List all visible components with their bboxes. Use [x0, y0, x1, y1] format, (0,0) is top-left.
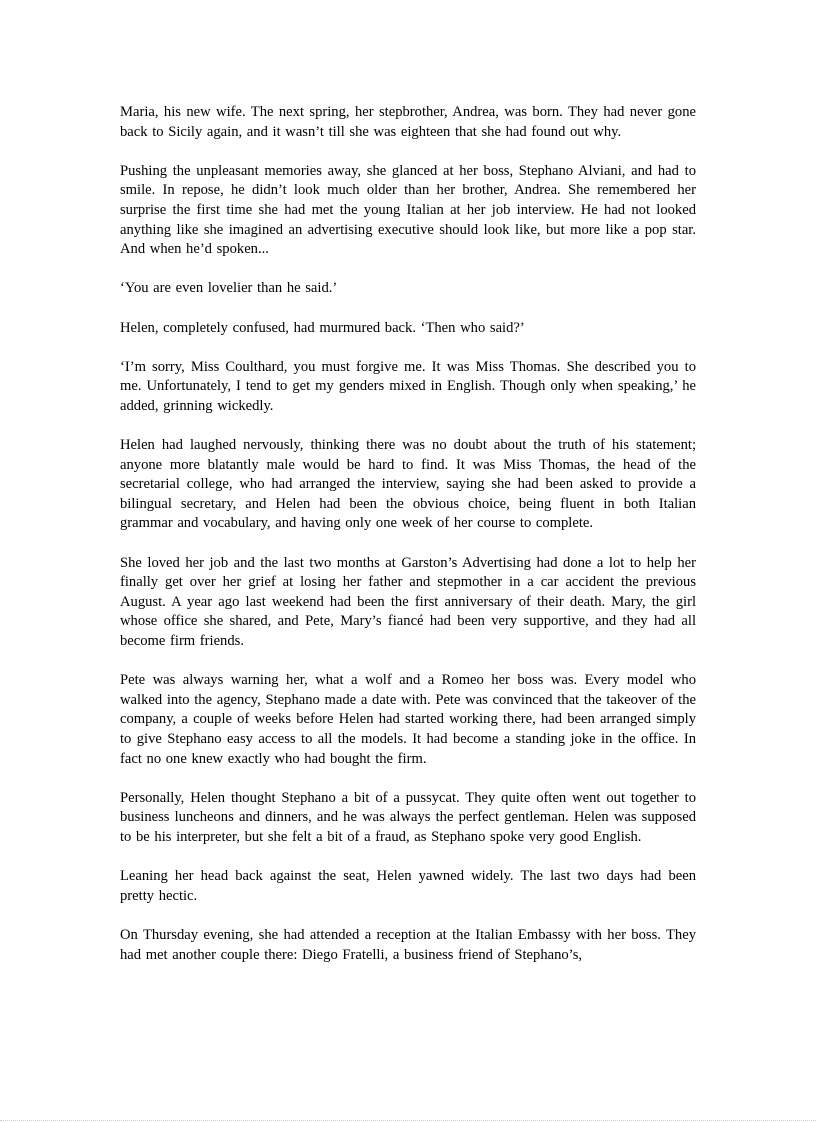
paragraph-3: ‘You are even lovelier than he said.’	[120, 280, 338, 297]
page-bottom-border	[0, 1120, 816, 1121]
paragraph-10: Leaning her head back against the seat, Helen yawned widely. The last two days had been pretty hectic.	[120, 868, 696, 904]
paragraph-1: Maria, his new wife. The next spring, her stepbrother, Andrea, was born. They had never gone back to Sicily again, and it wasn’t till she was eighteen that she had found out why.	[120, 104, 696, 140]
paragraph-7: She loved her job and the last two months at Garston’s Advertising had done a lot to help her finally get over her grief at losing her father and stepmother in a car accident the previous August. A year ago last weekend had been the first anniversary of their death. Mary, the girl whose office she shared, and Pete, Mary’s fiancé had been very supportive, and they had all become firm friends.	[120, 554, 696, 650]
paragraph-11: On Thursday evening, she had attended a reception at the Italian Embassy with her boss. They had met another couple there: Diego Fratelli, a business friend of Stephano’s,	[120, 926, 696, 963]
paragraph-9: Personally, Helen thought Stephano a bit of a pussycat. They quite often went out together to business luncheons and dinners, and he was always the perfect gentleman. Helen was supposed to be his interpreter, but she felt a bit of a fraud, as Stephano spoke very good English.	[120, 789, 696, 845]
paragraph-5: ‘I’m sorry, Miss Coulthard, you must forgive me. It was Miss Thomas. She described you to me. Unfortunately, I tend to get my genders mixed in English. Though only when speaking,’ he added, grinning wickedly.	[120, 358, 696, 414]
paragraph-2: Pushing the unpleasant memories away, she glanced at her boss, Stephano Alviani, and had to smile. In repose, he didn’t look much older than her brother, Andrea. She remembered her surprise the first time she had met the young Italian at her job interview. He had not looked anything like she imagined an advertising executive should look like, but more like a pop star. And when he’d spoken...	[120, 162, 696, 258]
paragraph-8: Pete was always warning her, what a wolf and a Romeo her boss was. Every model who walked into the agency, Stephano made a date with. Pete was convinced that the takeover of the company, a couple of weeks before Helen had started working there, had been arranged simply to give Stephano easy access to all the models. It had become a standing joke in the office. In fact no one knew exactly who had bought the firm.	[120, 672, 696, 767]
paragraph-4: Helen, completely confused, had murmured back. ‘Then who said?’	[120, 319, 525, 336]
paragraph-6: Helen had laughed nervously, thinking there was no doubt about the truth of his statement; anyone more blatantly male would be hard to find. It was Miss Thomas, the head of the secretarial college, who had arranged the interview, saying she had been asked to provide a bilingual secretary, and Helen had been the obvious choice, being fluent in both Italian grammar and vocabulary, and having only one week of her course to complete.	[120, 437, 696, 532]
document-page	[120, 103, 696, 985]
